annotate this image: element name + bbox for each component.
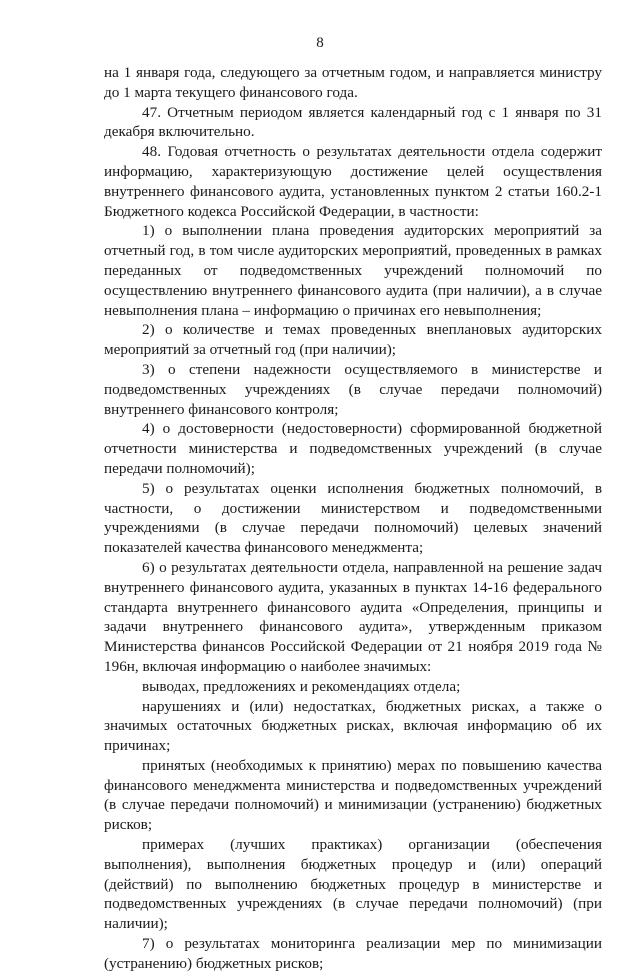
paragraph-continuation: на 1 января года, следующего за отчетным годом, и направляется министру до 1 марта текущего финансового года. <box>104 64 602 101</box>
list-item-6: 6) о результатах деятельности отдела, направленной на решение задач внутреннего финансового аудита, указанных в пунктах 14-16 федерального стандарта внутреннего финансового аудита «Определения, принципы и задачи внутреннего финансового аудита», утвержденным приказом Министерства финансов Российской Федерации от 21 ноября 2019 года № 196н, включая информацию о наиболее значимых: <box>104 558 602 675</box>
list-item-7: 7) о результатах мониторинга реализации мер по минимизации (устранению) бюджетных рисков; <box>104 935 602 972</box>
sub-item-measures: принятых (необходимых к принятию) мерах по повышению качества финансового менеджмента министерства и подведомственных учреждений (в случае передачи полномочий) и минимизации (устранению) бюджетных рисков; <box>104 756 602 834</box>
paragraph-47: 47. Отчетным периодом является календарный год с 1 января по 31 декабря включительно. <box>104 103 602 141</box>
list-item-4: 4) о достоверности (недостоверности) сформированной бюджетной отчетности министерства и подведомственных учреждений (в случае передачи полномочий); <box>104 420 602 477</box>
page-number: 8 <box>316 35 324 51</box>
sub-item-best-practices: примерах (лучших практиках) организации (обеспечения выполнения), выполнения бюджетных процедур и (или) операций (действий) по выполнению бюджетных процедур в министерстве и подведомственных учреждениях (в случае передачи полномочий) (при наличии); <box>104 836 602 933</box>
list-item-5: 5) о результатах оценки исполнения бюджетных полномочий, в частности, о достижении министерством и подведомственными учреждениями (в случае передачи полномочий) целевых значений показателей качества финансового менеджмента; <box>104 479 602 557</box>
paragraph-48: 48. Годовая отчетность о результатах деятельности отдела содержит информацию, характеризующую достижение целей осуществления внутреннего финансового аудита, установленных пунктом 2 статьи 160.2-1 Бюджетного кодекса Российской Федерации, в частности: <box>104 143 602 220</box>
sub-item-violations: нарушениях и (или) недостатках, бюджетных рисках, а также о значимых остаточных бюджетных рисках, включая информацию об их причинах; <box>104 697 602 755</box>
list-item-1: 1) о выполнении плана проведения аудиторских мероприятий за отчетный год, в том числе аудиторских мероприятий, проведенных в рамках переданных от подведомственных учреждений полномочий по осуществлению внутреннего финансового аудита (при наличии), а в случае невыполнения плана – информацию о причинах его невыполнения; <box>104 222 602 319</box>
sub-item-conclusions: выводах, предложениях и рекомендациях отдела; <box>142 677 461 695</box>
list-item-2: 2) о количестве и темах проведенных внеплановых аудиторских мероприятий за отчетный год (при наличии); <box>104 321 602 359</box>
list-item-3: 3) о степени надежности осуществляемого в министерстве и подведомственных учреждениях (в случае передачи полномочий) внутреннего финансового контроля; <box>104 360 602 418</box>
document-body <box>104 63 602 974</box>
